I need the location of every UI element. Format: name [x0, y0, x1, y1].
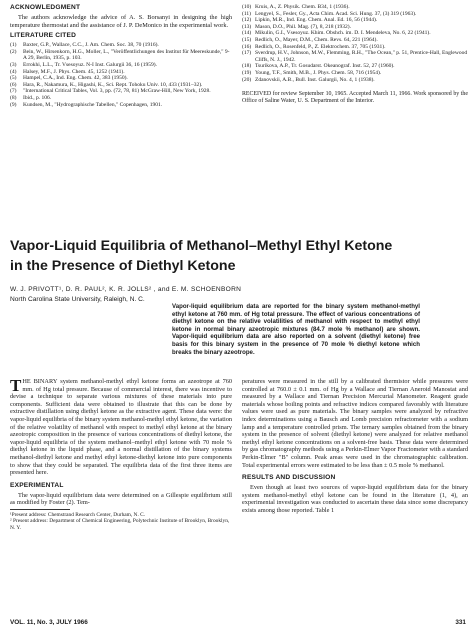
reference-number: (6) — [10, 81, 17, 88]
reference-number: (7) — [10, 88, 17, 95]
reference-text: Redlich, O., Rosenfeld, P., Z. Elektrochem. 37, 705 (1931). — [255, 43, 386, 50]
reference-number: (10) — [242, 4, 252, 10]
reference-number: (8) — [10, 94, 17, 101]
reference-item — [242, 44, 468, 51]
reference-text: Ibid., p. 106. — [23, 94, 52, 101]
reference-number: (15) — [242, 36, 252, 43]
reference-item — [242, 37, 468, 44]
reference-text: Kundsen, M., "Hydrographische Tabellen," Copenhagen, 1901. — [23, 101, 163, 108]
reference-number: (4) — [10, 68, 17, 75]
reference-text: Mikulin, G.I., Vsesoyuz. Khim. Obshch. im. D. I. Mendeleva, No. 6, 22 (1941). — [255, 30, 431, 37]
reference-number: (12) — [242, 17, 252, 24]
reference-number: (13) — [242, 23, 252, 30]
reference-text: Mason, D.O., Phil. Mag. (7), 8, 218 (1932). — [255, 23, 351, 30]
reference-number: (18) — [242, 63, 252, 70]
results-heading: RESULTS AND DISCUSSION — [242, 474, 336, 482]
top-left-column — [10, 4, 232, 108]
top-right-column — [242, 4, 468, 105]
reference-number: (20) — [242, 76, 252, 83]
reference-item — [242, 30, 468, 37]
acknowledgment-text: The authors acknowledge the advice of A. S. Borsanyi in designing the high temperature thermostat and the assistance of J. P. DeMonico in the experimental work. — [10, 14, 232, 29]
reference-text: Hara, R., Nakamura, K., Higashi, K., Sci. Rept. Tohoku Univ. 10, 433 (1931–32). — [23, 81, 203, 88]
methods-paragraph: peratures were measured in the still by a calibrated thermistor while pressures were controlled at 760.0 ± 0.1 mm. of Hg by a Wallace and Tiernan Aneroid Manostat and measured by a Wallace and Tiernan Precision Mercurial Manometer. Reagent grade materials whose boiling points and refractive indices compared favorably with literature values were used as pure materials. The binary samples were analyzed by refractive index determinations using a Bausch and Lomb precision refractometer with a sodium lamp and a temperature controlled prism. The ternary samples obtained from the binary system in the presence of solvent (diethyl ketone) were analyzed for relative methanol methyl ethyl ketone concentrations on a solvent-free basis. These data were determined by gas chromatography methods using a Perkin-Elmer Vapor Fractometer with a standard Perkin-Elmer "B" column. Peak areas were used in the chromatographic calibration. Total experimental errors were estimated to be less than ± 0.5 mole % methanol. — [242, 378, 468, 469]
reference-text: Bein, W., Hirsenkorn, H.G., Moller, L., "Veröffentlichungen des Institut für Meereskunde," 9-A 29, Berlin, 1935, p. 103. — [23, 48, 230, 62]
article-title-line-2: in the Presence of Diethyl Ketone — [10, 258, 236, 274]
reference-number: (14) — [242, 30, 252, 37]
experimental-heading: EXPERIMENTAL — [10, 481, 64, 489]
body-left-column — [10, 378, 232, 531]
footnote-1: ¹Present address: Chemstrand Research Center, Durham, N. C. — [10, 511, 146, 518]
footnote-divider — [10, 509, 70, 510]
article-title-line-1: Vapor-Liquid Equilibria of Methanol–Methyl Ethyl Ketone — [10, 238, 393, 254]
reference-number: (1) — [10, 42, 17, 49]
article-authors: W. J. PRIVOTT¹, D. R. PAUL², K. R. JOLLS² , and E. M. SCHOENBORN — [10, 286, 242, 293]
reference-number: (3) — [10, 61, 17, 68]
reference-item — [10, 75, 232, 82]
reference-item — [10, 62, 232, 69]
reference-text: Halsey, M.F., J. Phys. Chem. 45, 1252 (1941). — [23, 68, 125, 75]
results-text: Even though at least two sources of vapor-liquid equilibrium data for the binary system methanol-methyl ethyl ketone can be found in the literature (1, 4), an experimental investigation was conducted to ascertain these data since some discrepancy exists among those reported. Table 1 — [242, 484, 468, 514]
reference-list-left — [10, 42, 232, 108]
reference-item — [242, 4, 468, 11]
reference-text: Zdanovskii, A.B., Bull. Inst. Galurgii, No. 4, 1 (1938). — [255, 76, 375, 83]
body-right-column — [242, 378, 468, 515]
article-header — [10, 236, 466, 303]
reference-item — [10, 42, 232, 49]
article-abstract: Vapor-liquid equilibrium data are reported for the binary system methanol-methyl ethyl ketone at 760 mm. of Hg total pressure. The effect of various concentrations of diethyl ketone on the relative volatilities of methanol with respect to methyl ethyl ketone in normal binary azeotropic mixtures (84.7 mole % methanol) are shown. Vapor-liquid equilibrium data are also reported on a solvent (diethyl ketone) free basis for this binary system in the presence of 70 mole % diethyl ketone which breaks the binary azeotrope. — [172, 303, 420, 356]
reference-item — [242, 70, 468, 77]
drop-cap: T — [10, 376, 22, 395]
acknowledgment-heading: ACKNOWLEDGMENT — [10, 4, 81, 11]
page-number: 331 — [455, 619, 466, 626]
article-affiliation: North Carolina State University, Raleigh, N. C. — [10, 296, 145, 303]
reference-text: Errokhi, L.L., Tr. Vsesoyuz. N-I Inst. Galurgii 36, 16 (1959). — [23, 61, 157, 68]
reference-number: (19) — [242, 69, 252, 76]
reference-text: Kruis, A., Z. Physik. Chem. B34, 1 (1936). — [255, 4, 350, 10]
reference-text: Lipkin, M.R., Ind. Eng. Chem. Anal. Ed. 16, 56 (1944). — [255, 17, 378, 24]
reference-item — [242, 50, 468, 63]
reference-text: Sverdrup, H.V., Johnson, M.W., Flemming, R.H., "The Ocean," p. 51, Prentice-Hall, Englewood Cliffs, N. J., 1942. — [255, 50, 468, 63]
intro-text: system methanol-methyl ethyl ketone forms an azeotrope at 760 mm. of Hg total pressure. Because of commercial interest, there was incentive to devise a technique to separate various mixtures of these materials into pure components. Sufficient data were obtained to illustrate that this can be done by extractive distillation using diethyl ketone as the extractive agent. These data were: the vapor-liquid equilibria of the binary system methanol-methyl ethyl ketone, the variation of the relative volatility of methanol with respect to methyl ethyl ketone at the binary azeotropic composition in the presence of various concentrations of diethyl ketone, the vapor-liquid equilibria of the system methanol–methyl ethyl ketone with 70 mole % diethyl ketone in the liquid phase, and a normal distillation of the binary systems methanol-diethyl ketone and methyl ethyl ketone-diethyl ketone into pure components to show that they could be separated. The equilibria data of the first three items are presented here. — [10, 378, 233, 477]
reference-list-right — [242, 4, 468, 83]
reference-text: Hampel, C.A., Ind. Eng. Chem. 42, 383 (1950). — [23, 75, 128, 82]
reference-item — [242, 77, 468, 84]
reference-number: (9) — [10, 101, 17, 108]
reference-text: Tsurikova, A.P., Tr. Gosudarst. Okeanograf. Inst. 52, 27 (1960). — [255, 63, 395, 70]
reference-number: (16) — [242, 43, 252, 50]
reference-number: (5) — [10, 75, 17, 82]
lead-in-caps: HE BINARY — [22, 378, 58, 385]
journal-volume-issue: VOL. 11, No. 3, JULY 1966 — [10, 619, 88, 626]
reference-item — [242, 17, 468, 24]
reference-number: (2) — [10, 48, 17, 55]
reference-item — [10, 88, 232, 95]
page-footer — [10, 619, 466, 626]
experimental-text: The vapor-liquid equilibrium data were determined on a Gillespie equilibrium still as modified by Foster (2). Tem- — [10, 491, 232, 507]
reference-text: "International Critical Tables, Vol. 3, pp. (72, 78, 81) McGraw-Hill, New York, 1928. — [23, 88, 211, 95]
footnote-2: ² Present address: Department of Chemical Engineering, Polytechnic Institute of Brooklyn, Brooklyn, N. Y. — [10, 518, 230, 531]
reference-item — [242, 63, 468, 70]
reference-text: Young, T.F., Smith, M.B., J. Phys. Chem. 58, 716 (1954). — [255, 69, 382, 76]
reference-text: Redlich, O., Mayer, D.M., Chem. Revs. 64, 221 (1964). — [255, 36, 378, 43]
reference-item — [10, 102, 232, 109]
literature-cited-heading: LITERATURE CITED — [10, 32, 77, 40]
reference-text: Baxter, G.P., Wallace, C.C., J. Am. Chem. Soc. 38, 70 (1916). — [23, 42, 159, 49]
reference-number: (17) — [242, 50, 252, 57]
reference-item — [10, 95, 232, 102]
intro-paragraph — [10, 378, 232, 477]
reference-number: (11) — [242, 10, 251, 17]
received-note: RECEIVED for review September 10, 1965. Accepted March 11, 1966. Work sponsored by the Office of Saline Water, U. S. Department of the Interior. — [242, 91, 468, 105]
reference-text: Lengyel, S., Fesler, Gy., Acta Chim. Acad. Sci. Hung. 37, (3) 319 (1963). — [255, 10, 417, 17]
reference-item — [10, 49, 232, 62]
